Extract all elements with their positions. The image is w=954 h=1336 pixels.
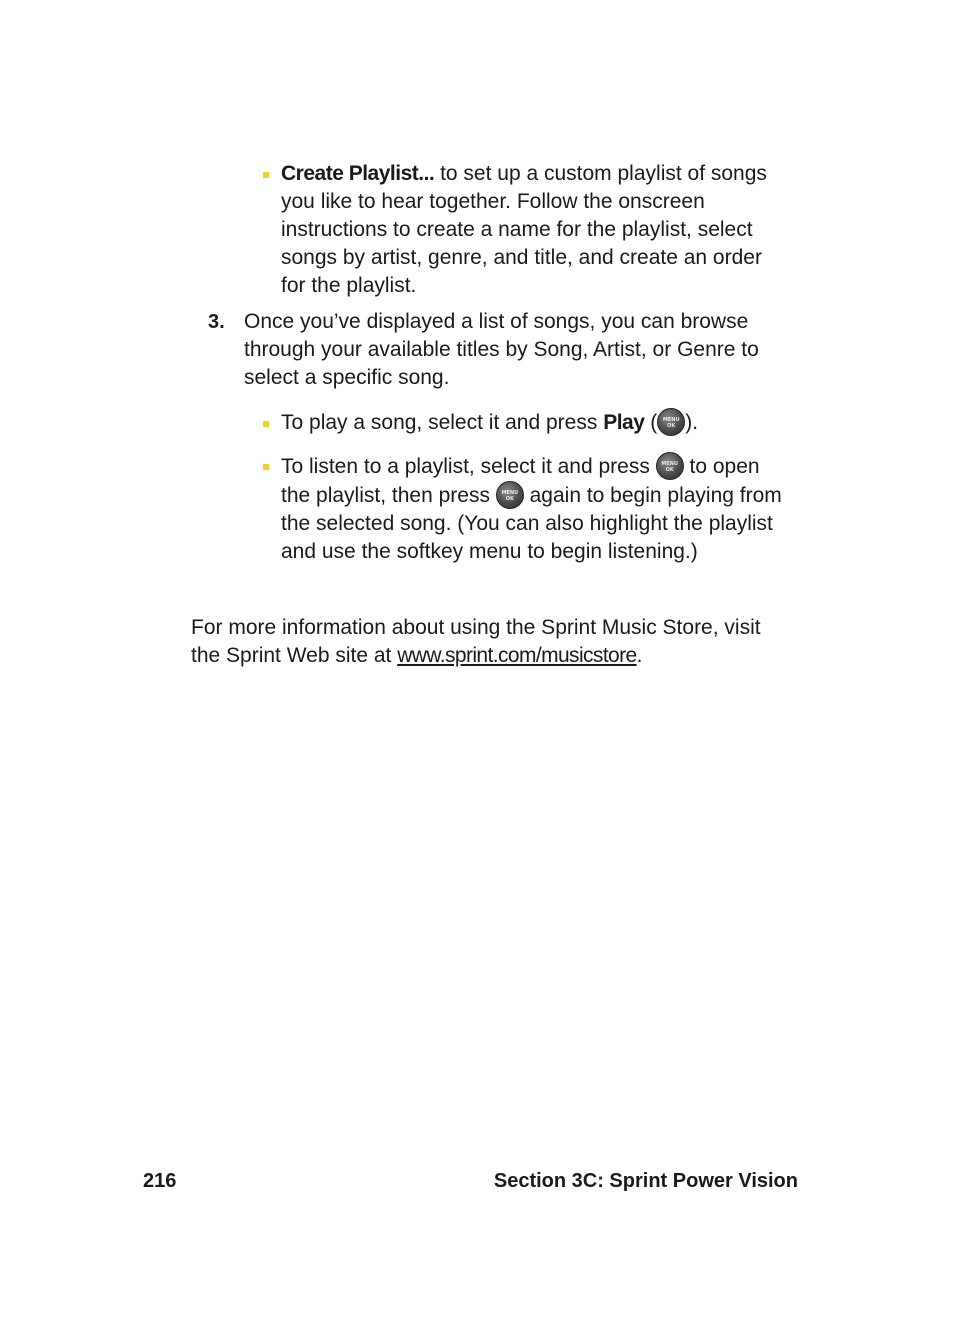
paren-open: ( xyxy=(644,411,658,434)
bullet-marker xyxy=(263,464,269,470)
menu-ok-key-icon xyxy=(496,481,524,509)
menu-key-bottom-label: OK xyxy=(667,423,676,429)
playlist-text-1: To listen to a playlist, select it and press xyxy=(281,455,656,478)
more-info-end: . xyxy=(636,644,643,667)
step-number: 3. xyxy=(208,311,225,333)
bullet-marker xyxy=(263,172,269,178)
menu-key-top-label: MENU xyxy=(501,490,519,496)
play-song-bullet xyxy=(281,408,801,437)
menu-key-bottom-label: OK xyxy=(505,496,514,502)
play-label: Play xyxy=(603,411,645,434)
playlist-text-3: again to begin playing from the selected song. (You can also highlight the playlist and use the softkey menu to begin listening.) xyxy=(281,484,782,563)
menu-ok-key-icon xyxy=(657,408,685,436)
step-3-text: Once you’ve displayed a list of songs, you can browse through your available titles by Song, Artist, or Genre to select a specific song. xyxy=(244,310,759,389)
page-number: 216 xyxy=(143,1170,177,1192)
create-playlist-bullet xyxy=(281,160,791,300)
menu-key-top-label: MENU xyxy=(661,461,678,467)
playlist-bullet xyxy=(281,452,791,566)
menu-key-top-label: MENU xyxy=(662,417,680,423)
create-playlist-label: Create Playlist... xyxy=(281,162,435,185)
paren-close: ). xyxy=(685,411,699,434)
menu-key-bottom-label: OK xyxy=(665,467,674,473)
more-info-text: For more information about using the Sprint Music Store, visit the Sprint Web site at xyxy=(191,616,761,667)
playlist-text-2: to open the playlist, then press xyxy=(281,455,760,507)
play-song-text: To play a song, select it and press xyxy=(281,411,604,434)
create-playlist-text: to set up a custom playlist of songs you like to hear together. Follow the onscreen instructions to create a name for the playlist, select songs by artist, genre, and title, and create an order for the playlist. xyxy=(281,162,767,297)
music-store-link[interactable]: www.sprint.com/musicstore xyxy=(397,644,637,667)
bullet-marker xyxy=(263,421,269,427)
menu-ok-key-icon xyxy=(656,452,684,480)
section-title: Section 3C: Sprint Power Vision xyxy=(493,1170,798,1192)
more-info-paragraph xyxy=(191,614,771,670)
